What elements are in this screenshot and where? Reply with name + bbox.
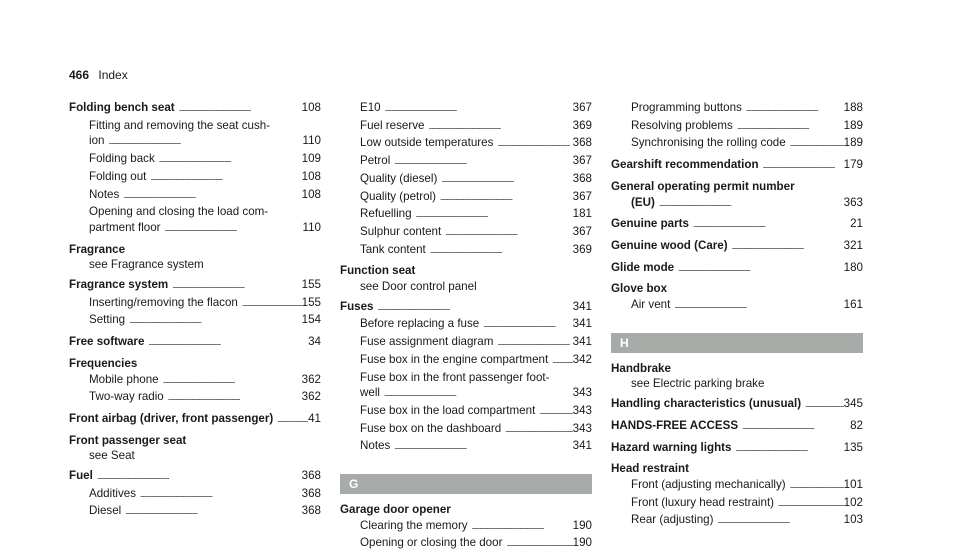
entry-line: [340, 171, 592, 189]
entry-line: [340, 279, 592, 295]
dot-leader: [742, 100, 844, 118]
dot-leader: [119, 187, 301, 205]
index-entry: [611, 179, 863, 212]
index-subentry: [340, 118, 592, 136]
entry-text: Setting: [89, 313, 126, 327]
dot-leader: [670, 297, 843, 315]
index-subentry: [611, 297, 863, 315]
dot-leader: [655, 195, 844, 213]
page-reference[interactable]: 341: [572, 335, 592, 349]
entry-line: [340, 385, 592, 403]
entry-text: Fuse box in the engine compartment: [360, 352, 549, 366]
page-reference[interactable]: 154: [301, 313, 321, 327]
entry-text: Front (adjusting mechanically): [631, 477, 786, 491]
page-reference[interactable]: 189: [843, 118, 863, 132]
entry-line: [611, 100, 863, 118]
page-reference[interactable]: 188: [843, 101, 863, 114]
entry-line: [340, 535, 592, 553]
index-subentry: [340, 206, 592, 224]
page-reference[interactable]: 367: [572, 154, 592, 168]
dot-leader: [175, 100, 302, 118]
entry-line: [340, 135, 592, 153]
dot-leader: [674, 260, 844, 278]
page-reference[interactable]: 362: [301, 390, 321, 404]
index-subentry: [69, 503, 321, 521]
page-reference[interactable]: 103: [843, 513, 863, 527]
dot-leader: [168, 277, 301, 295]
dot-leader: [104, 133, 302, 151]
entry-line: [69, 312, 321, 330]
page-reference[interactable]: 368: [572, 171, 592, 185]
index-entry: [340, 299, 592, 317]
entry-line: [340, 438, 592, 456]
entry-line: [69, 133, 321, 151]
index-entry: [611, 361, 863, 377]
page-reference[interactable]: 108: [301, 187, 321, 201]
entry-line: [611, 495, 863, 513]
page-reference[interactable]: 110: [302, 220, 321, 234]
index-subentry: [69, 486, 321, 504]
entry-text: Two-way radio: [89, 390, 164, 404]
entry-text: Front airbag (driver, front passenger): [69, 411, 274, 425]
entry-line: [611, 376, 863, 392]
index-subentry: [340, 100, 592, 118]
entry-text: Folding out: [89, 169, 147, 183]
entry-line: [340, 153, 592, 171]
index-entry: [611, 396, 863, 414]
index-subentry: [340, 189, 592, 207]
index-entry: [611, 440, 863, 458]
dot-leader: [441, 224, 572, 242]
entry-text: Fuses: [340, 299, 374, 313]
dot-leader: [502, 535, 572, 553]
index-subentry: [340, 135, 592, 153]
entry-text: Fuel: [69, 469, 93, 483]
entry-line: [69, 151, 321, 169]
page-reference[interactable]: 369: [572, 118, 592, 132]
page-reference[interactable]: 343: [572, 403, 592, 417]
entry-text: Handling characteristics (unusual): [611, 397, 802, 411]
entry-line: [69, 220, 321, 238]
index-subentry: [340, 316, 592, 334]
index-entry: [69, 433, 321, 449]
entry-text: Additives: [89, 486, 137, 500]
entry-line: [340, 299, 592, 317]
dot-leader: [374, 299, 573, 317]
entry-text: Resolving problems: [631, 118, 733, 132]
entry-text: Before replacing a fuse: [360, 317, 480, 331]
entry-text: Sulphur content: [360, 224, 442, 238]
entry-text: Fitting and removing the seat cush-: [89, 118, 271, 132]
index-subentry: [69, 257, 321, 273]
page-reference[interactable]: 21: [850, 217, 863, 231]
entry-text: Quality (petrol): [360, 189, 437, 203]
index-subentry: [611, 512, 863, 530]
dot-leader: [479, 316, 572, 334]
page-reference[interactable]: 367: [572, 101, 592, 114]
entry-line: [69, 334, 321, 352]
entry-line: [340, 316, 592, 334]
dot-leader: [93, 468, 302, 486]
page-reference[interactable]: 368: [301, 469, 321, 483]
dot-leader: [146, 169, 301, 187]
page-reference[interactable]: 341: [572, 439, 592, 453]
entry-line: [611, 238, 863, 256]
entry-text: Quality (diesel): [360, 171, 438, 185]
index-subentry: [340, 403, 592, 421]
dot-leader: [437, 171, 572, 189]
page-reference[interactable]: 102: [843, 495, 863, 509]
entry-line: [611, 418, 863, 436]
dot-leader: [144, 334, 308, 352]
index-subentry: [611, 135, 863, 153]
entry-line: [611, 440, 863, 458]
dot-leader: [493, 334, 572, 352]
entry-line: [69, 468, 321, 486]
entry-line: [69, 187, 321, 205]
index-entry: [340, 502, 592, 518]
page-reference[interactable]: 82: [850, 418, 863, 432]
entry-line: [340, 421, 592, 439]
entry-text: Inserting/removing the flacon: [89, 295, 238, 309]
entry-line: [611, 260, 863, 278]
index-subentry: [340, 535, 592, 553]
entry-text: Function seat: [340, 264, 416, 278]
entry-line: [340, 352, 592, 370]
entry-text: ion: [89, 134, 105, 148]
letter-section-header: G: [340, 474, 592, 494]
dot-leader: [759, 157, 844, 175]
entry-line: [69, 277, 321, 295]
index-subentry: [69, 372, 321, 390]
page-reference[interactable]: 108: [301, 101, 321, 114]
dot-leader: [689, 216, 850, 234]
page-reference[interactable]: 161: [843, 298, 863, 312]
entry-text: Clearing the memory: [360, 518, 468, 532]
entry-text: Garage door opener: [340, 503, 451, 517]
page-reference[interactable]: 101: [843, 477, 863, 491]
entry-line: [69, 486, 321, 504]
dot-leader: [273, 411, 308, 429]
page-reference[interactable]: 341: [572, 299, 592, 313]
entry-text: well: [360, 386, 380, 400]
entry-text: Genuine parts: [611, 217, 689, 231]
dot-leader: [380, 385, 573, 403]
entry-line: [611, 361, 863, 377]
page-reference[interactable]: 155: [301, 295, 321, 309]
page-reference[interactable]: 180: [843, 260, 863, 274]
page-reference[interactable]: 41: [308, 411, 321, 425]
index-column-1: [69, 100, 321, 521]
dot-leader: [121, 503, 301, 521]
entry-text: Low outside temperatures: [360, 136, 494, 150]
entry-text: see Fragrance system: [89, 258, 204, 272]
entry-text: Synchronising the rolling code: [631, 136, 786, 150]
letter-section-header: H: [611, 333, 863, 353]
entry-line: [69, 433, 321, 449]
dot-leader: [738, 418, 850, 436]
index-entry: [611, 418, 863, 436]
dot-leader: [381, 100, 573, 118]
entry-text: Folding back: [89, 152, 155, 166]
page-reference[interactable]: 342: [572, 352, 592, 366]
index-entry: [69, 334, 321, 352]
index-subentry: [340, 224, 592, 242]
index-entry: [69, 242, 321, 258]
entry-line: [340, 206, 592, 224]
dot-leader: [774, 495, 844, 513]
entry-text: see Seat: [89, 449, 135, 463]
entry-text: Mobile phone: [89, 372, 159, 386]
page-reference[interactable]: 155: [301, 278, 321, 292]
page-reference[interactable]: 343: [572, 386, 592, 400]
entry-text: Genuine wood (Care): [611, 238, 728, 252]
index-column-3: [611, 100, 863, 530]
index-entry: [611, 238, 863, 256]
entry-line: [69, 242, 321, 258]
index-subentry: [340, 421, 592, 439]
entry-text: Free software: [69, 335, 145, 349]
page-reference[interactable]: 368: [572, 136, 592, 150]
entry-line: [611, 179, 863, 195]
entry-text: Tank content: [360, 242, 426, 256]
index-entry: [69, 277, 321, 295]
entry-line: [340, 403, 592, 421]
dot-leader: [136, 486, 302, 504]
entry-line: [611, 512, 863, 530]
entry-line: [611, 461, 863, 477]
entry-line: [69, 100, 321, 118]
index-subentry: [69, 312, 321, 330]
entry-text: Front passenger seat: [69, 433, 187, 447]
entry-text: Fragrance system: [69, 278, 169, 292]
page-reference[interactable]: 341: [572, 317, 592, 331]
entry-line: [340, 224, 592, 242]
page-reference[interactable]: 109: [301, 152, 321, 166]
entry-text: Fuse box in the front passenger foot-: [360, 370, 550, 384]
dot-leader: [424, 118, 572, 136]
entry-line: [69, 356, 321, 372]
entry-text: Fuse box on the dashboard: [360, 421, 502, 435]
page-reference[interactable]: 110: [302, 134, 321, 148]
index-entry: [611, 461, 863, 477]
entry-line: [611, 118, 863, 136]
entry-line: [69, 295, 321, 313]
page-title: Index: [98, 68, 128, 82]
entry-text: HANDS-FREE ACCESS: [611, 418, 739, 432]
dot-leader: [801, 396, 844, 414]
page-reference[interactable]: 190: [572, 536, 592, 550]
entry-text: Glide mode: [611, 260, 675, 274]
index-entry: [69, 411, 321, 429]
dot-leader: [535, 403, 572, 421]
entry-text: Hazard warning lights: [611, 440, 732, 454]
index-entry: [340, 263, 592, 279]
dot-leader: [713, 512, 843, 530]
entry-line: [611, 297, 863, 315]
entry-line: [69, 169, 321, 187]
dot-leader: [412, 206, 573, 224]
page-reference[interactable]: 181: [572, 207, 592, 221]
dot-leader: [548, 352, 572, 370]
page-header: [69, 68, 128, 82]
entry-text: Handbrake: [611, 361, 671, 375]
entry-text: Fuse box in the load compartment: [360, 403, 536, 417]
page-reference[interactable]: 189: [843, 136, 863, 150]
entry-text: Frequencies: [69, 356, 138, 370]
dot-leader: [390, 153, 572, 171]
page-reference[interactable]: 367: [572, 189, 592, 203]
index-subentry: [69, 187, 321, 205]
entry-text: E10: [360, 101, 381, 114]
entry-text: Glove box: [611, 282, 668, 296]
entry-line: [611, 135, 863, 153]
index-subentry: [611, 376, 863, 392]
index-subentry: [340, 352, 592, 370]
dot-leader: [159, 372, 302, 390]
page-reference[interactable]: 321: [843, 238, 863, 252]
dot-leader: [238, 295, 302, 313]
index-subentry: [611, 477, 863, 495]
dot-leader: [436, 189, 573, 207]
index-subentry: [69, 295, 321, 313]
index-column-2: [340, 100, 592, 553]
entry-line: [340, 242, 592, 260]
entry-line: [611, 477, 863, 495]
entry-text: Air vent: [631, 298, 671, 312]
index-subentry: [69, 204, 321, 237]
page-number: 466: [69, 68, 90, 82]
index-entry: [611, 260, 863, 278]
entry-text: Opening or closing the door: [360, 536, 503, 550]
entry-line: [611, 396, 863, 414]
entry-text: Rear (adjusting): [631, 513, 714, 527]
page-reference[interactable]: 345: [843, 397, 863, 411]
entry-line: [69, 118, 321, 134]
entry-text: Folding bench seat: [69, 101, 175, 114]
entry-line: [69, 411, 321, 429]
page-reference[interactable]: 108: [301, 169, 321, 183]
entry-text: Gearshift recommendation: [611, 158, 759, 172]
index-subentry: [69, 448, 321, 464]
dot-leader: [426, 242, 573, 260]
index-subentry: [611, 495, 863, 513]
index-subentry: [69, 151, 321, 169]
dot-leader: [733, 118, 844, 136]
entry-text: partment floor: [89, 220, 161, 234]
entry-text: Petrol: [360, 154, 391, 168]
entry-text: see Door control panel: [360, 280, 477, 294]
page-reference[interactable]: 368: [301, 504, 321, 518]
entry-line: [69, 448, 321, 464]
entry-text: Notes: [89, 187, 120, 201]
entry-line: [69, 503, 321, 521]
entry-line: [340, 263, 592, 279]
entry-line: [340, 118, 592, 136]
page-reference[interactable]: 179: [843, 158, 863, 172]
index-entry: [611, 216, 863, 234]
page-reference[interactable]: 369: [572, 242, 592, 256]
entry-text: (EU): [631, 195, 655, 209]
dot-leader: [786, 477, 844, 495]
page-reference[interactable]: 367: [572, 224, 592, 238]
page-reference[interactable]: 135: [843, 440, 863, 454]
entry-text: see Electric parking brake: [631, 377, 765, 391]
entry-text: Refuelling: [360, 207, 412, 221]
dot-leader: [164, 389, 302, 407]
index-subentry: [69, 118, 321, 151]
dot-leader: [728, 238, 844, 256]
entry-line: [340, 189, 592, 207]
dot-leader: [501, 421, 572, 439]
page-reference[interactable]: 343: [572, 421, 592, 435]
entry-text: Fuse assignment diagram: [360, 335, 494, 349]
entry-text: General operating permit number: [611, 179, 795, 193]
dot-leader: [731, 440, 843, 458]
entry-line: [611, 195, 863, 213]
index-subentry: [611, 118, 863, 136]
index-subentry: [69, 169, 321, 187]
entry-line: [340, 334, 592, 352]
index-subentry: [340, 153, 592, 171]
dot-leader: [155, 151, 302, 169]
index-subentry: [340, 438, 592, 456]
page-reference[interactable]: 368: [301, 486, 321, 500]
entry-text: Opening and closing the load com-: [89, 205, 269, 219]
entry-text: Diesel: [89, 504, 122, 518]
entry-line: [340, 502, 592, 518]
index-subentry: [340, 279, 592, 295]
index-subentry: [340, 242, 592, 260]
entry-text: Front (luxury head restraint): [631, 495, 775, 509]
dot-leader: [390, 438, 572, 456]
page-reference[interactable]: 34: [308, 335, 321, 349]
index-entry: [69, 356, 321, 372]
entry-line: [611, 216, 863, 234]
index-subentry: [611, 100, 863, 118]
index-subentry: [340, 370, 592, 403]
entry-line: [69, 389, 321, 407]
dot-leader: [493, 135, 572, 153]
index-entry: [69, 468, 321, 486]
page-reference[interactable]: 363: [843, 195, 863, 209]
entry-line: [340, 100, 592, 118]
entry-text: Head restraint: [611, 462, 689, 476]
index-entry: [611, 281, 863, 297]
index-subentry: [69, 389, 321, 407]
dot-leader: [786, 135, 844, 153]
entry-line: [69, 372, 321, 390]
index-entry: [611, 157, 863, 175]
index-subentry: [340, 171, 592, 189]
entry-text: Programming buttons: [631, 101, 742, 114]
entry-line: [69, 204, 321, 220]
entry-line: [69, 257, 321, 273]
entry-line: [340, 370, 592, 386]
entry-line: [611, 281, 863, 297]
entry-text: Fuel reserve: [360, 118, 425, 132]
dot-leader: [161, 220, 303, 238]
dot-leader: [125, 312, 302, 330]
entry-text: Fragrance: [69, 242, 126, 256]
page-reference[interactable]: 362: [301, 372, 321, 386]
page-reference[interactable]: 190: [572, 518, 592, 532]
entry-line: [611, 157, 863, 175]
index-entry: [69, 100, 321, 118]
index-subentry: [340, 334, 592, 352]
entry-text: Notes: [360, 439, 391, 453]
